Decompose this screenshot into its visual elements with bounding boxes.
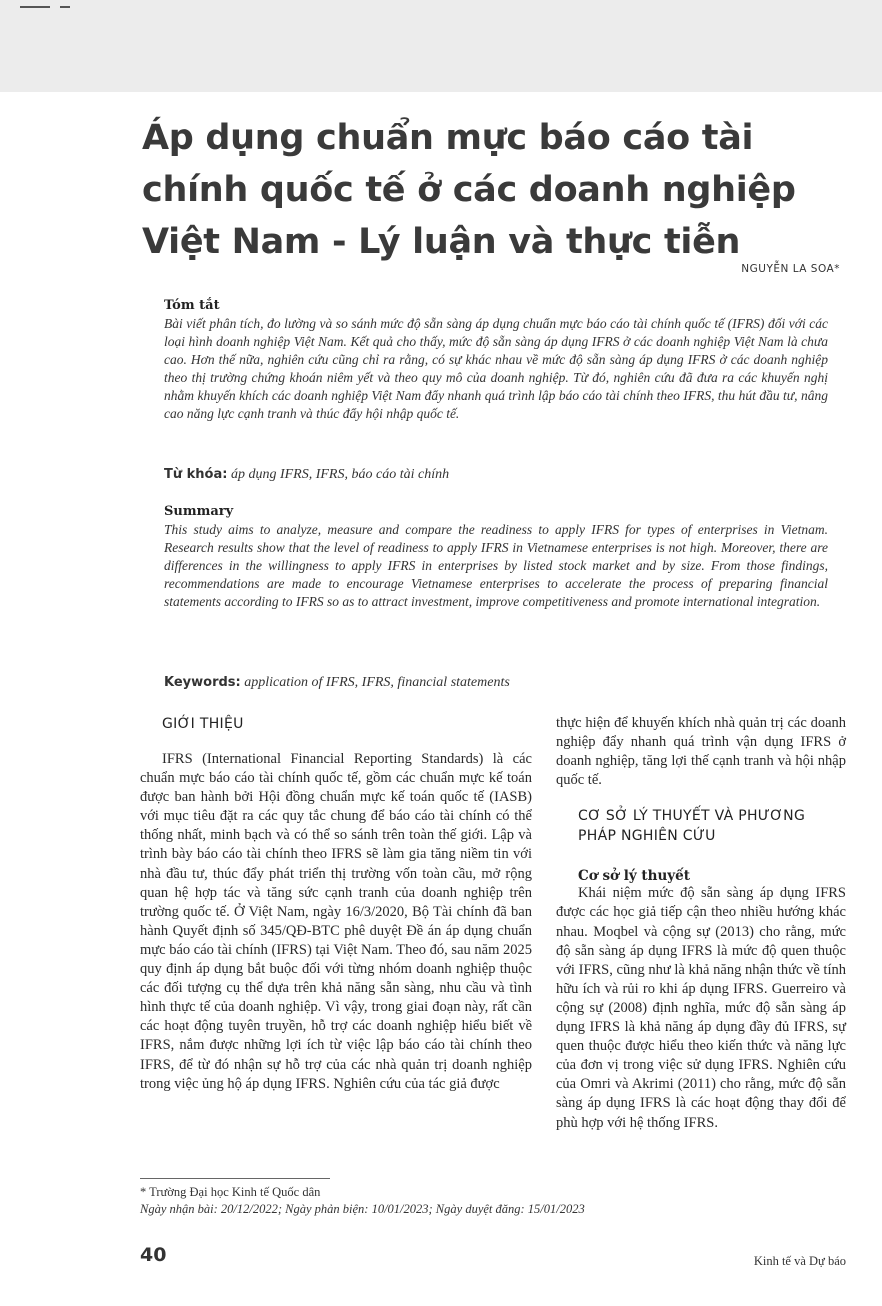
footnote-divider	[140, 1178, 330, 1179]
header-rule-short	[60, 6, 70, 8]
theory-heading: CƠ SỞ LÝ THUYẾT VÀ PHƯƠNG PHÁP NGHIÊN CỨU	[578, 808, 806, 845]
keywords-en-text: application of IFRS, IFRS, financial statements	[244, 675, 510, 690]
author-name: NGUYỄN LA SOA*	[741, 263, 840, 275]
footnote-affiliation: * Trường Đại học Kinh tế Quốc dân	[140, 1185, 321, 1199]
header-rule	[20, 6, 50, 8]
right-column	[556, 714, 846, 1133]
keywords-en-label: Keywords:	[164, 675, 241, 690]
abstract-vi-heading: Tóm tắt	[164, 298, 220, 313]
abstract-english	[164, 504, 828, 611]
footnote	[140, 1184, 585, 1218]
left-column	[140, 714, 532, 1094]
header-band	[0, 0, 882, 92]
abstract-en-heading: Summary	[164, 504, 234, 519]
keywords-vietnamese	[164, 466, 828, 484]
theory-text: Khái niệm mức độ sẵn sàng áp dụng IFRS được các học giả tiếp cận theo nhiều hướng khác nhau. Moqbel và cộng sự (2013) cho rằng, mức độ sẵn sàng áp dụng IFRS là mức độ quen thuộc với IFRS, cũng như là khả năng nhận thức về tính hữu ích và rủi ro khi áp dụng IFRS. Guerreiro và cộng sự (2008) định nghĩa, mức độ sẵn sàng áp dụng IFRS là khả năng áp dụng đầy đủ IFRS, sự quen thuộc được hiểu theo kiến thức và năng lực của đơn vị trong việc sử dụng IFRS. Nghiên cứu của Omri và Akrimi (2011) cho rằng, mức độ sẵn sàng áp dụng IFRS là các hoạt động thay đổi để phù hợp với hệ thống IFRS.	[556, 885, 846, 1131]
journal-name: Kinh tế và Dự báo	[753, 1254, 846, 1268]
theory-subheading: Cơ sở lý thuyết	[578, 868, 690, 885]
abstract-vi-text: Bài viết phân tích, đo lường và so sánh mức độ sẵn sàng áp dụng chuẩn mực báo cáo tài chính quốc tế (IFRS) đối với các loại hình doanh nghiệp Việt Nam. Kết quả cho thấy, mức độ sẵn sàng áp dụng IFRS ở các doanh nghiệp Việt Nam là chưa cao. Hơn thế nữa, nghiên cứu cũng chỉ ra rằng, có sự khác nhau về mức độ sẵn sàng áp dụng IFRS ở các doanh nghiệp theo thị trường chứng khoán niêm yết và theo quy mô của doanh nghiệp. Từ đó, nghiên cứu đã đưa ra các khuyến nghị nhằm khuyến khích các doanh nghiệp Việt Nam đẩy nhanh quá trình lập báo cáo tài chính theo IFRS, thu hút đầu tư, nâng cao năng lực cạnh tranh và thúc đẩy hội nhập quốc tế.	[164, 316, 828, 421]
keywords-english	[164, 674, 828, 692]
intro-text: IFRS (International Financial Reporting Standards) là các chuẩn mực báo cáo tài chính quốc tế, gồm các chuẩn mực kế toán được ban hành bởi Hội đồng chuẩn mực kế toán quốc tế (IASB) với mục tiêu đặt ra các quy tắc chung để báo cáo tài chính có thể thống nhất, minh bạch và có thể so sánh trên toàn thế giới. Lập và trình bày báo cáo tài chính theo IFRS sẽ làm gia tăng niềm tin với nhà đầu tư, thúc đẩy phát triển thị trường vốn toàn cầu, mở rộng quan hệ hợp tác và tăng sức cạnh tranh của doanh nghiệp trên trường quốc tế. Ở Việt Nam, ngày 16/3/2020, Bộ Tài chính đã ban hành Quyết định số 345/QĐ-BTC phê duyệt Đề án áp dụng chuẩn mực báo cáo tài chính (IFRS) tại Việt Nam. Theo đó, sau năm 2025 quy định áp dụng bắt buộc đối với từng nhóm doanh nghiệp thuộc các đối tượng cụ thể dựa trên khả năng sẵn sàng, nhu cầu và tình hình thực tế của doanh nghiệp. Vì vậy, trong giai đoạn này, rất cần các hoạt động tuyên truyền, hỗ trợ các doanh nghiệp hiểu biết về IFRS, nắm được những lợi ích từ việc lập báo cáo tài chính theo IFRS, để từ đó nhận sự hỗ trợ của các nhà quản trị doanh nghiệp trong việc ủng hộ áp dụng IFRS. Nghiên cứu của tác giả được	[140, 751, 532, 1092]
abstract-vietnamese	[164, 298, 828, 423]
footnote-dates	[140, 1201, 585, 1218]
abstract-en-text: This study aims to analyze, measure and compare the readiness to apply IFRS for types of enterprises in Vietnam. Research results show that the level of readiness to apply IFRS in Vietnamese enterprises is not high. Moreover, there are differences in the willingness to apply IFRS in enterprises by listed stock market and by size. From those findings, recommendations are made to encourage Vietnamese enterprises to accelerate the process of preparing financial statements according to IFRS so as to attract investment, improve competitiveness and promote international integration.	[164, 522, 828, 609]
footnote-dates-text: Ngày nhận bài: 20/12/2022; Ngày phản biện: 10/01/2023; Ngày duyệt đăng: 15/01/2023	[140, 1202, 585, 1216]
keywords-vi-label: Từ khóa:	[164, 467, 228, 482]
article-title: Áp dụng chuẩn mực báo cáo tài chính quốc tế ở các doanh nghiệp Việt Nam - Lý luận và thực tiễn	[142, 118, 796, 262]
intro-heading: GIỚI THIỆU	[162, 716, 244, 732]
page-number: 40	[140, 1244, 167, 1266]
keywords-vi-text: áp dụng IFRS, IFRS, báo cáo tài chính	[230, 467, 450, 482]
intro-text-continued: thực hiện để khuyến khích nhà quản trị các doanh nghiệp đẩy nhanh quá trình vận dụng IFRS ở doanh nghiệp, tăng lợi thế cạnh tranh và hội nhập quốc tế.	[556, 715, 846, 789]
